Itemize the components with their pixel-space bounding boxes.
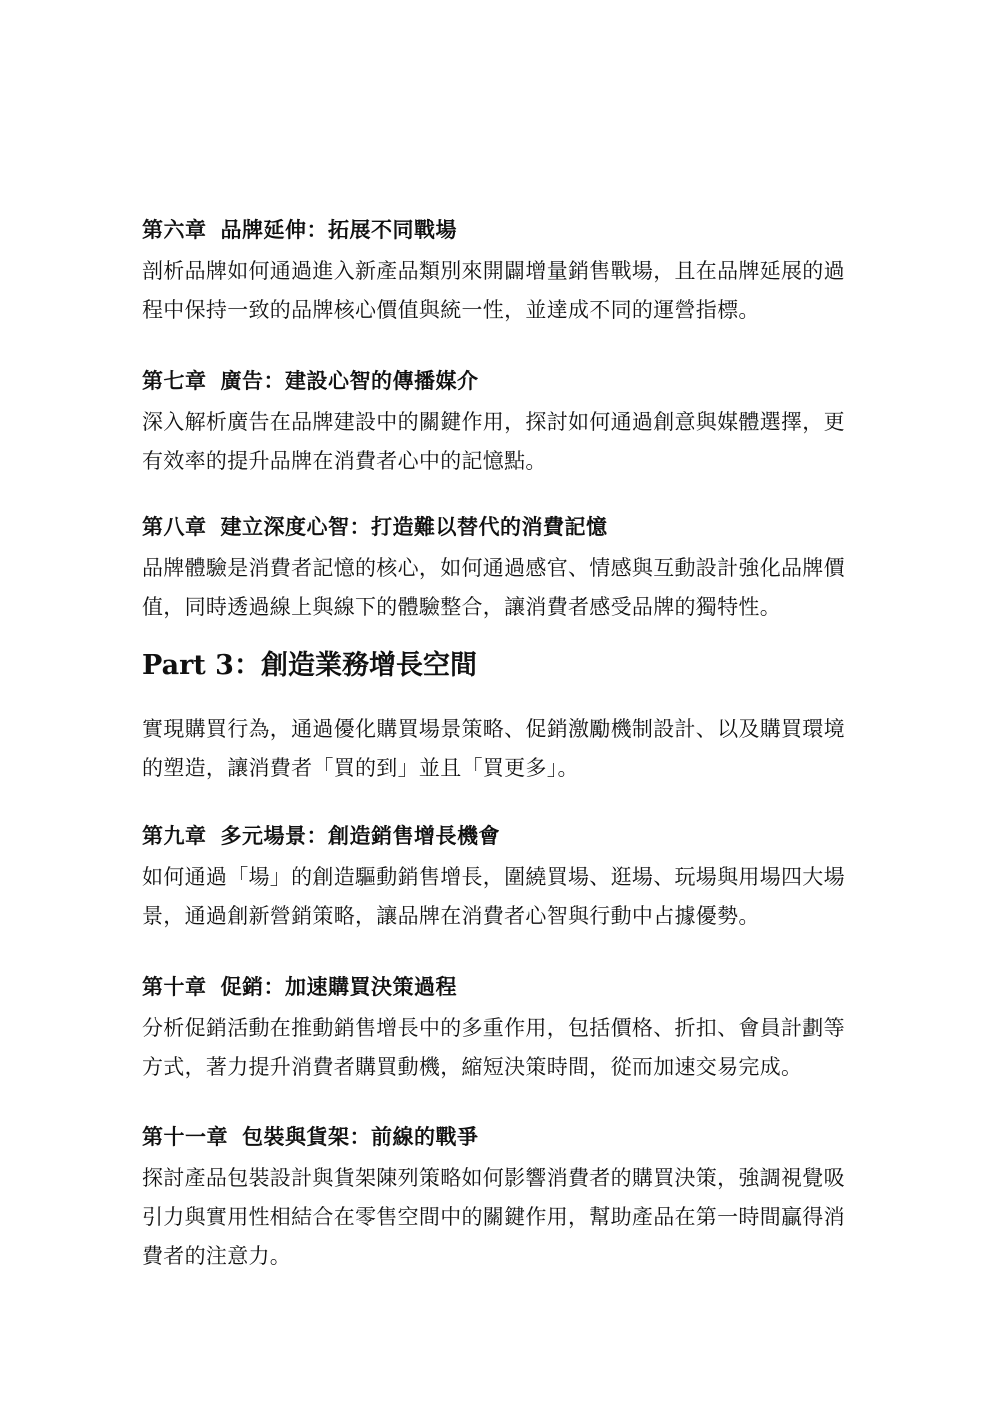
chapter-number: 第六章 [142, 217, 207, 242]
chapter-number: 第十一章 [142, 1124, 228, 1149]
chapter-number: 第九章 [142, 823, 207, 848]
chapter-summary: 如何通過「場」的創造驅動銷售增長，圍繞買場、逛場、玩場與用場四大場景，通過創新營銷策略，讓品牌在消費者心智與行動中占據優勢。 [142, 865, 845, 928]
chapter-title: 建立深度心智：打造難以替代的消費記憶 [220, 514, 608, 539]
chapter-title: 品牌延伸：拓展不同戰場 [220, 217, 457, 242]
chapter-title: 促銷：加速購買決策過程 [220, 974, 457, 999]
chapter-heading [142, 972, 864, 1002]
part-intro-block [142, 710, 864, 788]
chapter-section [142, 366, 864, 481]
chapter-number: 第七章 [142, 368, 207, 393]
chapter-number: 第八章 [142, 514, 207, 539]
chapter-heading [142, 215, 864, 245]
chapter-summary: 深入解析廣告在品牌建設中的關鍵作用，探討如何通過創意與媒體選擇，更有效率的提升品牌在消費者心中的記憶點。 [142, 410, 845, 473]
chapter-heading [142, 512, 864, 542]
chapter-section [142, 215, 864, 330]
chapter-heading [142, 1122, 864, 1152]
chapter-section [142, 1122, 864, 1276]
part-intro: 實現購買行為，通過優化購買場景策略、促銷激勵機制設計、以及購買環境的塑造，讓消費者「買的到」並且「買更多」。 [142, 717, 845, 780]
part-heading: Part 3：創造業務增長空間 [142, 650, 477, 681]
part-section [142, 648, 864, 684]
chapter-summary: 品牌體驗是消費者記憶的核心，如何通過感官、情感與互動設計強化品牌價值，同時透過線上與線下的體驗整合，讓消費者感受品牌的獨特性。 [142, 556, 845, 619]
chapter-summary: 剖析品牌如何通過進入新產品類別來開闢增量銷售戰場，且在品牌延展的過程中保持一致的品牌核心價值與統一性，並達成不同的運營指標。 [142, 259, 845, 322]
chapter-title: 廣告：建設心智的傳播媒介 [220, 368, 479, 393]
chapter-section [142, 512, 864, 627]
chapter-section [142, 821, 864, 936]
chapter-title: 多元場景：創造銷售增長機會 [220, 823, 500, 848]
chapter-summary: 分析促銷活動在推動銷售增長中的多重作用，包括價格、折扣、會員計劃等方式，著力提升消費者購買動機，縮短決策時間，從而加速交易完成。 [142, 1016, 845, 1079]
chapter-number: 第十章 [142, 974, 207, 999]
chapter-section [142, 972, 864, 1087]
chapter-title: 包裝與貨架：前線的戰爭 [242, 1124, 479, 1149]
chapter-heading [142, 821, 864, 851]
chapter-heading [142, 366, 864, 396]
chapter-summary: 探討產品包裝設計與貨架陳列策略如何影響消費者的購買決策，強調視覺吸引力與實用性相結合在零售空間中的關鍵作用，幫助產品在第一時間贏得消費者的注意力。 [142, 1166, 845, 1268]
